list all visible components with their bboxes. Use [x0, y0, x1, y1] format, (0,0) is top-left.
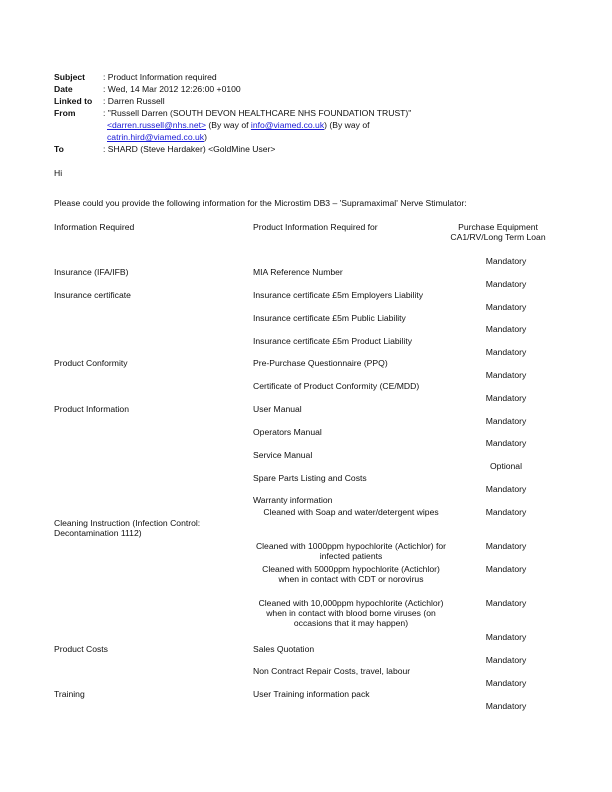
item-clean-1000ppm: Cleaned with 1000ppm hypochlorite (Actichlor) for infected patients [255, 541, 447, 561]
category-cleaning: Cleaning Instruction (Infection Control: Decontamination 1112) [54, 518, 201, 538]
item-operators-manual: Operators Manual [253, 427, 322, 437]
item-clean-5000ppm: Cleaned with 5000ppm hypochlorite (Actichlor) when in contact with CDT or norovirus [262, 564, 440, 584]
item-ppq: Pre-Purchase Questionnaire (PPQ) [253, 358, 388, 368]
col-header-product-info: Product Information Required for [253, 222, 378, 232]
item-public: Insurance certificate £5m Public Liability [253, 313, 406, 323]
status-public: Mandatory [485, 302, 527, 312]
linked-label: Linked to [54, 96, 93, 106]
subject-value: : Product Information required [103, 72, 217, 82]
item-warranty: Warranty information [253, 495, 333, 505]
info-email-link[interactable]: info@viamed.co.uk [250, 120, 325, 130]
item-spare-parts: Spare Parts Listing and Costs [253, 473, 367, 483]
item-service-manual: Service Manual [253, 450, 313, 460]
category-insurance: Insurance (IFA/IFB) [54, 267, 129, 277]
status-training-2: Mandatory [485, 701, 527, 711]
status-cert-conformity: Mandatory [485, 370, 527, 380]
status-operators-manual: Mandatory [485, 416, 527, 426]
from-line-3: catrin.hird@viamed.co.uk) [107, 132, 207, 142]
intro-paragraph: Please could you provide the following information for the Microstim DB3 – 'Supramaximal' Nerve Stimulator: [54, 198, 467, 208]
date-value: : Wed, 14 Mar 2012 12:26:00 +0100 [103, 84, 241, 94]
col-header-purchase: Purchase Equipment CA1/RV/Long Term Loan [450, 222, 546, 242]
item-employers: Insurance certificate £5m Employers Liability [253, 290, 424, 300]
date-label: Date [54, 84, 73, 94]
col-header-information: Information Required [54, 222, 135, 232]
category-conformity: Product Conformity [54, 358, 128, 368]
category-certificate: Insurance certificate [54, 290, 131, 300]
category-training: Training [54, 689, 85, 699]
status-repair-costs: Mandatory [485, 655, 527, 665]
greeting: Hi [54, 168, 63, 178]
item-mia: MIA Reference Number [253, 267, 343, 277]
status-clean-10000ppm: Mandatory [485, 598, 527, 608]
status-training-1: Mandatory [485, 678, 527, 688]
subject-label: Subject [54, 72, 86, 82]
from-line-2: <darren.russell@nhs.net> (By way of info@viamed.co.uk) (By way of [107, 120, 370, 130]
from-label: From [54, 108, 76, 118]
to-label: To [54, 144, 64, 154]
status-mia: Mandatory [485, 256, 527, 266]
item-product-liability: Insurance certificate £5m Product Liability [253, 336, 413, 346]
item-repair-costs: Non Contract Repair Costs, travel, labour [253, 666, 411, 676]
status-ppq: Mandatory [485, 347, 527, 357]
item-sales-quotation: Sales Quotation [253, 644, 315, 654]
item-training-pack: User Training information pack [253, 689, 370, 699]
item-cert-conformity: Certificate of Product Conformity (CE/MDD) [253, 381, 420, 391]
item-user-manual: User Manual [253, 404, 302, 414]
status-clean-soap: Mandatory [485, 507, 527, 517]
sender-email-link[interactable]: <darren.russell@nhs.net> [107, 120, 207, 130]
item-clean-soap: Cleaned with Soap and water/detergent wipes [263, 507, 439, 517]
from-value: : "Russell Darren (SOUTH DEVON HEALTHCARE NHS FOUNDATION TRUST)" [103, 108, 412, 118]
status-product-liability: Mandatory [485, 324, 527, 334]
status-service-manual: Mandatory [485, 438, 527, 448]
status-clean-5000ppm: Mandatory [485, 564, 527, 574]
status-spare-parts: Optional [489, 461, 522, 471]
linked-value: : Darren Russell [103, 96, 165, 106]
status-user-manual: Mandatory [485, 393, 527, 403]
to-value: : SHARD (Steve Hardaker) <GoldMine User> [103, 144, 276, 154]
status-employers: Mandatory [485, 279, 527, 289]
item-clean-10000ppm: Cleaned with 10,000ppm hypochlorite (Actichlor) when in contact with blood borne viruses (on occasions that it may happen) [258, 598, 444, 628]
category-information: Product Information [54, 404, 129, 414]
status-warranty: Mandatory [485, 484, 527, 494]
status-clean-1000ppm: Mandatory [485, 541, 527, 551]
category-costs: Product Costs [54, 644, 108, 654]
status-sales-quotation: Mandatory [485, 632, 527, 642]
catrin-email-link[interactable]: catrin.hird@viamed.co.uk [107, 132, 205, 142]
